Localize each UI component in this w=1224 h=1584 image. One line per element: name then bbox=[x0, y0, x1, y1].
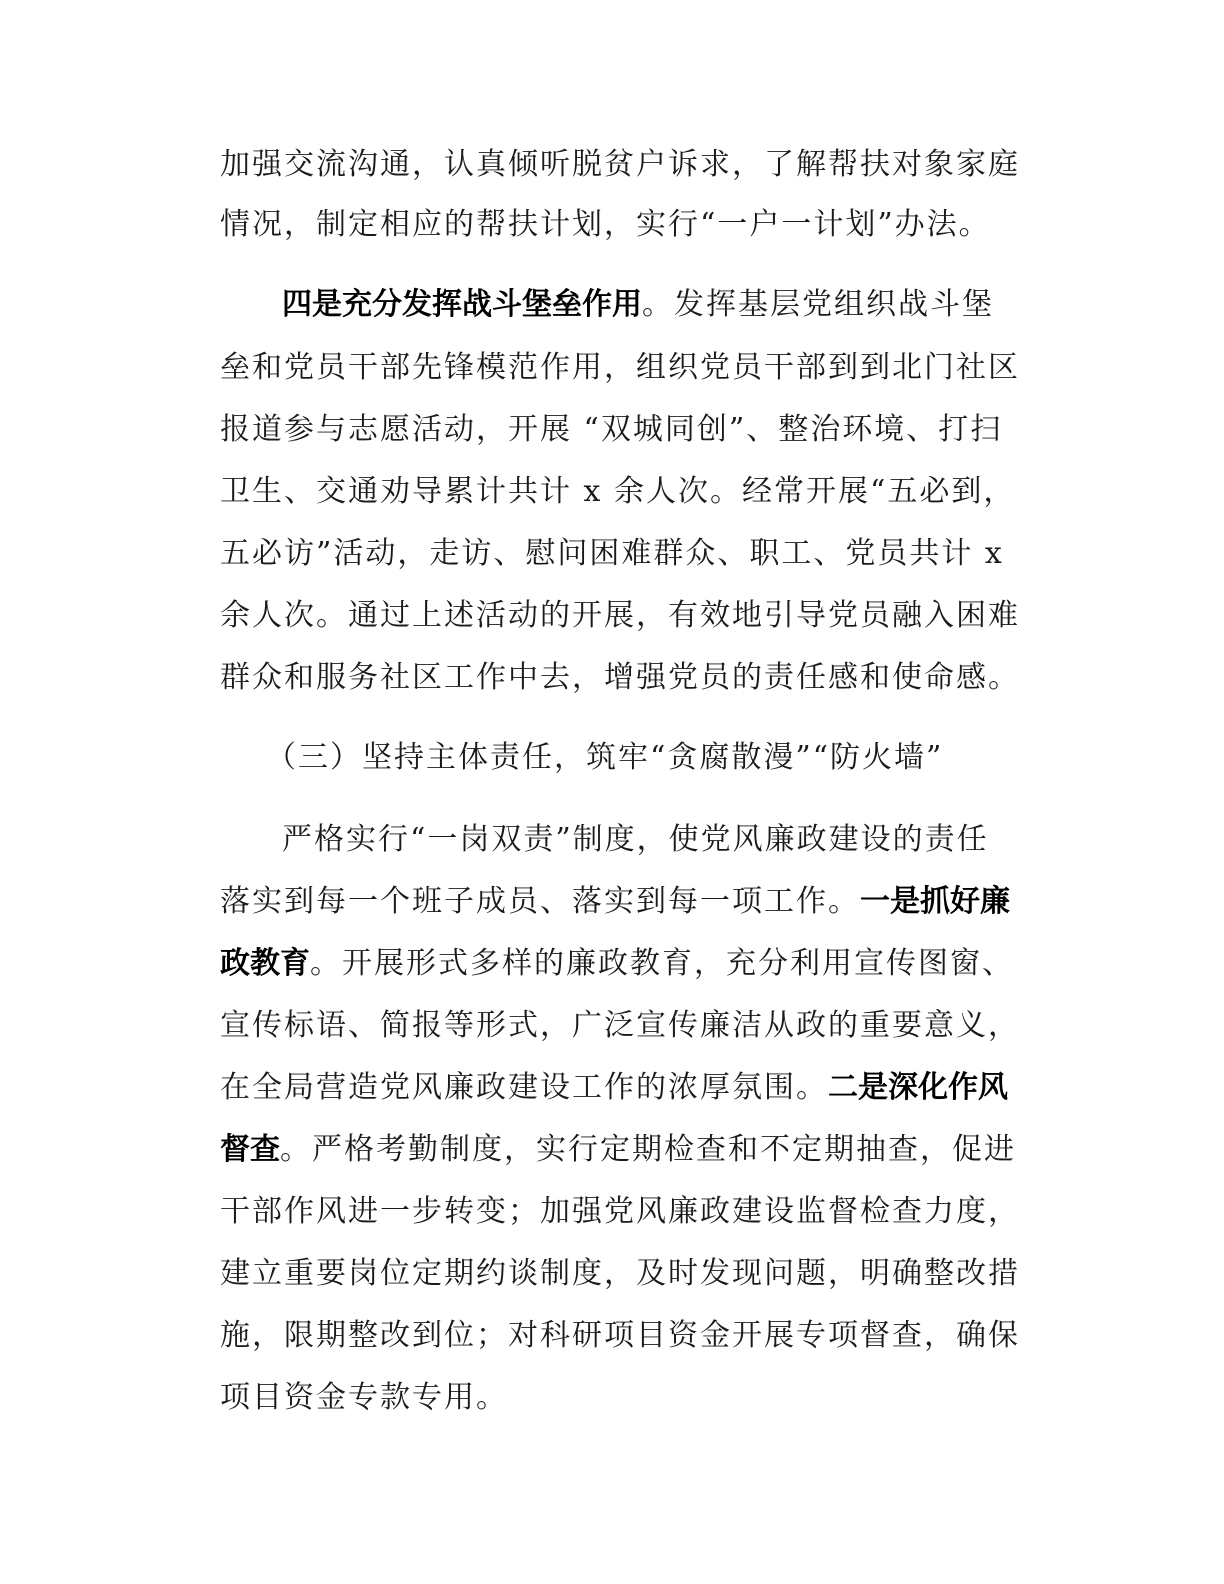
text-line bbox=[220, 410, 1020, 450]
body-text: 建立重要岗位定期约谈制度，及时发现问题，明确整改措 bbox=[220, 1256, 1020, 1291]
text-line bbox=[220, 658, 1020, 698]
text-line bbox=[220, 882, 1020, 922]
body-text: 落实到每一个班子成员、落实到每一项工作。 bbox=[220, 884, 860, 919]
body-text: 宣传标语、简报等形式，广泛宣传廉洁从政的重要意义， bbox=[220, 1008, 1020, 1043]
body-text: 。开展形式多样的廉政教育，充分利用宣传图窗、 bbox=[310, 946, 1014, 981]
body-text: 加强交流沟通，认真倾听脱贫户诉求，了解帮扶对象家庭 bbox=[220, 147, 1020, 182]
body-text: 。发挥基层党组织战斗堡 bbox=[642, 287, 994, 322]
body-text: 垒和党员干部先锋模范作用，组织党员干部到到北门社区 bbox=[220, 350, 1020, 385]
body-text: （三）坚持主体责任，筑牢“贪腐散漫”“防火墙” bbox=[266, 740, 944, 775]
text-line bbox=[282, 820, 1082, 860]
text-line bbox=[220, 145, 1020, 185]
text-line bbox=[220, 1378, 1020, 1418]
body-text: 。严格考勤制度，实行定期检查和不定期抽查，促进 bbox=[280, 1132, 1016, 1167]
body-text: 在全局营造党风廉政建设工作的浓厚氛围。 bbox=[220, 1070, 828, 1105]
text-line bbox=[220, 534, 1020, 574]
body-text: 余人次。通过上述活动的开展，有效地引导党员融入困难 bbox=[220, 598, 1020, 633]
text-line bbox=[220, 596, 1020, 636]
body-text: 严格实行“一岗双责”制度，使党风廉政建设的责任 bbox=[282, 822, 989, 857]
text-line bbox=[220, 1006, 1020, 1046]
bold-heading-text: 一是抓好廉 bbox=[860, 884, 1010, 919]
bold-heading-text: 二是深化作风 bbox=[828, 1070, 1008, 1105]
text-line bbox=[220, 472, 1020, 512]
body-text: 五必访”活动，走访、慰问困难群众、职工、党员共计 x bbox=[220, 536, 1004, 571]
text-line bbox=[220, 944, 1020, 984]
body-text: 项目资金专款专用。 bbox=[220, 1380, 508, 1415]
text-line bbox=[266, 738, 1066, 778]
text-line bbox=[220, 1192, 1020, 1232]
body-text: 群众和服务社区工作中去，增强党员的责任感和使命感。 bbox=[220, 660, 1020, 695]
text-line bbox=[282, 285, 1082, 325]
text-line bbox=[220, 348, 1020, 388]
bold-heading-text: 四是充分发挥战斗堡垒作用 bbox=[282, 287, 642, 322]
text-line bbox=[220, 1316, 1020, 1356]
body-text: 情况，制定相应的帮扶计划，实行“一户一计划”办法。 bbox=[220, 207, 991, 242]
text-line bbox=[220, 1254, 1020, 1294]
body-text: 报道参与志愿活动，开展 “双城同创”、整治环境、打扫 bbox=[220, 412, 1003, 447]
text-line bbox=[220, 1130, 1020, 1170]
body-text: 干部作风进一步转变；加强党风廉政建设监督检查力度， bbox=[220, 1194, 1020, 1229]
bold-heading-text: 政教育 bbox=[220, 946, 310, 981]
body-text: 卫生、交通劝导累计共计 x 余人次。经常开展“五必到， bbox=[220, 474, 1016, 509]
text-line bbox=[220, 1068, 1020, 1108]
body-text: 施，限期整改到位；对科研项目资金开展专项督查，确保 bbox=[220, 1318, 1020, 1353]
bold-heading-text: 督查 bbox=[220, 1132, 280, 1167]
text-line bbox=[220, 205, 1020, 245]
